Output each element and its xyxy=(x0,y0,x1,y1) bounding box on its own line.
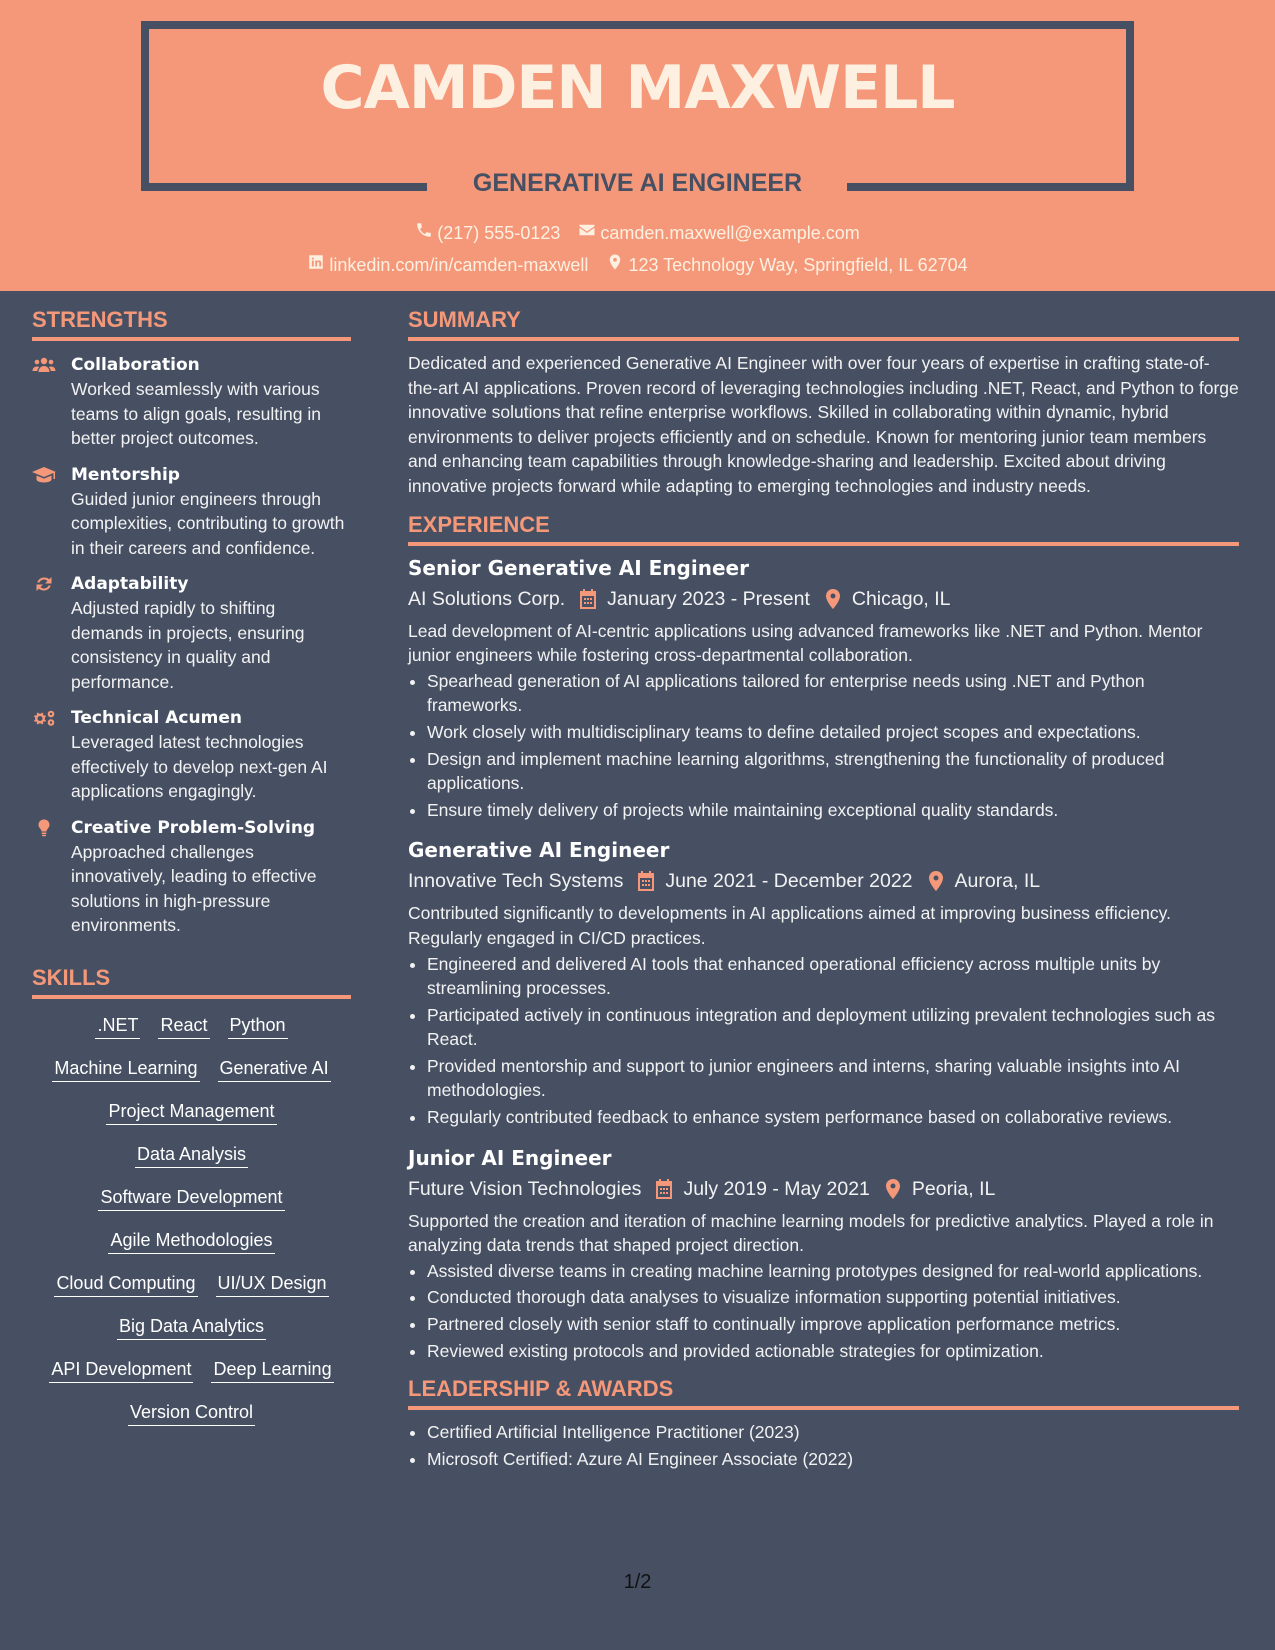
job-title: GENERATIVE AI ENGINEER xyxy=(472,169,803,197)
page-number: 1/2 xyxy=(623,1571,652,1593)
strength-desc: Guided junior engineers through complexities, contributing to growth in their careers and confidence. xyxy=(71,488,345,558)
skill-tag: Software Development xyxy=(98,1185,284,1211)
users-icon xyxy=(32,356,56,374)
right-column xyxy=(408,306,1239,1473)
skill-tag: Agile Methodologies xyxy=(108,1228,274,1254)
map-pin-icon xyxy=(884,1179,902,1199)
linkedin-text: linkedin.com/in/camden-maxwell xyxy=(329,254,589,275)
strength-desc: Adjusted rapidly to shifting demands in projects, ensuring consistency in quality and performance. xyxy=(71,598,305,692)
map-pin-icon xyxy=(927,871,945,891)
linkedin-icon xyxy=(307,253,325,276)
job-entry xyxy=(408,554,1239,823)
contact-phone[interactable] xyxy=(415,221,560,244)
award-item: • Certified Artificial Intelligence Practitioner (2023) xyxy=(427,1420,1239,1445)
job-role: Senior Generative AI Engineer xyxy=(408,555,749,580)
award-item: • Microsoft Certified: Azure AI Engineer Associate (2022) xyxy=(427,1447,1239,1472)
strength-title: Technical Acumen xyxy=(71,708,242,728)
phone-text: (217) 555-0123 xyxy=(437,222,561,243)
job-role: Generative AI Engineer xyxy=(408,838,670,863)
strength-item xyxy=(32,816,351,938)
job-location: Aurora, IL xyxy=(954,870,1041,893)
skill-tag: Big Data Analytics xyxy=(117,1314,266,1340)
refresh-icon xyxy=(32,575,56,593)
job-entry xyxy=(408,1144,1239,1364)
job-description: Contributed significantly to developments in AI applications aimed at improving business efficiency. Regularly engaged in CI/CD practices. xyxy=(408,903,1171,948)
skill-tag: Cloud Computing xyxy=(54,1271,197,1297)
job-description: Lead development of AI-centric applications using advanced frameworks like .NET and Python. Mentor junior engineers while fostering cross-departmental collaboration. xyxy=(408,620,1203,666)
skill-tag: Machine Learning xyxy=(52,1056,199,1082)
contact-row-2 xyxy=(0,253,1275,276)
job-entry xyxy=(408,836,1239,1129)
strengths-heading: STRENGTHS xyxy=(32,306,351,341)
skill-row xyxy=(32,1271,351,1297)
job-bullet: • Regularly contributed feedback to enhance system performance based on collaborative reviews. xyxy=(427,1105,1239,1130)
awards-heading: LEADERSHIP & AWARDS xyxy=(408,1375,1239,1410)
contact-linkedin[interactable] xyxy=(307,253,588,276)
strength-title: Adaptability xyxy=(71,574,189,594)
skill-tag: API Development xyxy=(49,1357,193,1383)
envelope-icon xyxy=(578,221,596,244)
job-bullet: • Participated actively in continuous integration and deployment utilizing prevalent technologies such as React. xyxy=(427,1003,1239,1052)
job-bullet: • Partnered closely with senior staff to continually improve application performance metrics. xyxy=(427,1312,1239,1337)
skill-row xyxy=(32,1400,351,1426)
contact-address xyxy=(606,253,967,276)
strength-item xyxy=(32,572,351,694)
strength-desc: Leveraged latest technologies effectively to develop next-gen AI applications engagingly. xyxy=(71,732,328,801)
contact-email[interactable] xyxy=(578,221,859,244)
job-bullet: • Conducted thorough data analyses to visualize information supporting potential initiatives. xyxy=(427,1285,1239,1310)
strength-item xyxy=(32,463,351,561)
skill-tag: React xyxy=(158,1013,209,1039)
contact-row-1 xyxy=(0,221,1275,244)
job-dates: January 2023 - Present xyxy=(607,587,810,610)
job-dates: June 2021 - December 2022 xyxy=(665,870,913,893)
skill-row xyxy=(32,1142,351,1168)
job-dates: July 2019 - May 2021 xyxy=(683,1177,870,1200)
skill-row xyxy=(32,1228,351,1254)
job-meta xyxy=(408,1175,1239,1203)
skill-tag: Version Control xyxy=(128,1400,255,1426)
job-bullet: • Assisted diverse teams in creating machine learning prototypes designed for real-world applications. xyxy=(427,1259,1239,1284)
awards-list xyxy=(408,1420,1239,1471)
skill-tag: Project Management xyxy=(106,1099,276,1125)
email-text: camden.maxwell@example.com xyxy=(600,222,860,243)
job-location: Peoria, IL xyxy=(911,1177,996,1200)
strength-desc: Worked seamlessly with various teams to align goals, resulting in better project outcomes. xyxy=(71,379,321,448)
skill-tag: .NET xyxy=(95,1013,140,1039)
job-bullets xyxy=(408,1259,1239,1363)
skill-tag: Generative AI xyxy=(218,1056,331,1082)
resume-header xyxy=(0,0,1275,291)
calendar-icon xyxy=(637,871,655,891)
skill-row xyxy=(32,1357,351,1383)
lightbulb-icon xyxy=(32,819,56,837)
strength-title: Collaboration xyxy=(71,355,200,375)
map-pin-icon xyxy=(824,589,842,609)
summary-heading: SUMMARY xyxy=(408,306,1239,341)
phone-icon xyxy=(415,221,433,244)
strength-desc: Approached challenges innovatively, leading to effective solutions in high-pressure environments. xyxy=(71,841,317,935)
skill-tag: Python xyxy=(228,1013,288,1039)
left-column xyxy=(32,306,351,1443)
skills-list xyxy=(32,1013,351,1443)
skill-row xyxy=(32,1013,351,1039)
experience-heading: EXPERIENCE xyxy=(408,511,1239,546)
job-role: Junior AI Engineer xyxy=(408,1145,612,1170)
calendar-icon xyxy=(579,589,597,609)
gears-icon xyxy=(32,709,56,727)
job-bullet: • Engineered and delivered AI tools that enhanced operational efficiency across multiple units by streamlining processes. xyxy=(427,952,1239,1001)
skill-tag: Data Analysis xyxy=(135,1142,248,1168)
skill-row xyxy=(32,1314,351,1340)
job-description: Supported the creation and iteration of machine learning models for predictive analytics. Played a role in analyzing data trends that shaped project direction. xyxy=(408,1210,1214,1256)
job-bullet: • Spearhead generation of AI applications tailored for enterprise needs using .NET and Python frameworks. xyxy=(427,669,1239,718)
strength-title: Mentorship xyxy=(71,464,180,485)
job-company: AI Solutions Corp. xyxy=(408,587,566,610)
skills-heading: SKILLS xyxy=(32,964,351,999)
job-bullet: • Provided mentorship and support to junior engineers and interns, sharing valuable insights into AI methodologies. xyxy=(427,1054,1239,1103)
job-bullets xyxy=(408,669,1239,823)
map-pin-icon xyxy=(606,253,624,276)
job-location: Chicago, IL xyxy=(851,587,951,610)
calendar-icon xyxy=(655,1179,673,1199)
skill-row xyxy=(32,1056,351,1082)
address-text: 123 Technology Way, Springfield, IL 62704 xyxy=(628,254,968,275)
skill-row xyxy=(32,1099,351,1125)
job-company: Future Vision Technologies xyxy=(408,1177,642,1200)
job-company: Innovative Tech Systems xyxy=(408,870,624,893)
strength-item xyxy=(32,706,351,804)
strength-title: Creative Problem-Solving xyxy=(71,817,316,838)
job-bullet: • Ensure timely delivery of projects while maintaining exceptional quality standards. xyxy=(427,798,1239,823)
strength-item xyxy=(32,353,351,451)
job-bullet: • Work closely with multidisciplinary teams to define detailed project scopes and expectations. xyxy=(427,720,1239,745)
job-bullet: • Design and implement machine learning algorithms, strengthening the functionality of produced applications. xyxy=(427,747,1239,796)
graduation-cap-icon xyxy=(32,466,56,484)
skill-tag: Deep Learning xyxy=(211,1357,333,1383)
summary-text: Dedicated and experienced Generative AI Engineer with over four years of expertise in crafting state-of-the-art AI applications. Proven record of leveraging technologies including .NET, React, and Python to forge innovative solutions that refine enterprise workflows. Skilled in collaborating within dynamic, hybrid environments to deliver projects efficiently and on schedule. Known for mentoring junior team members and enhancing team capabilities through knowledge-sharing and leadership. Excited about driving innovative projects forward while adapting to emerging technologies and industry needs. xyxy=(408,353,1239,496)
job-meta xyxy=(408,867,1239,895)
skill-tag: UI/UX Design xyxy=(216,1271,329,1297)
skill-row xyxy=(32,1185,351,1211)
candidate-name: CAMDEN MAXWELL xyxy=(320,53,955,123)
job-bullets xyxy=(408,952,1239,1130)
job-bullet: • Reviewed existing protocols and provided actionable strategies for optimization. xyxy=(427,1339,1239,1364)
job-meta xyxy=(408,585,1239,613)
